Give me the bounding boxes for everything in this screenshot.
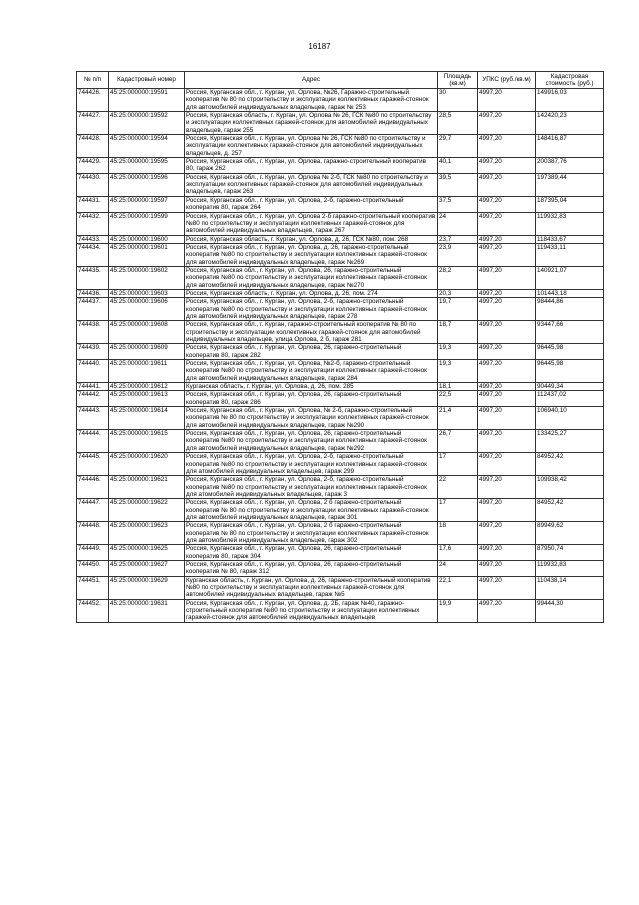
cell-area: 17 <box>438 453 478 476</box>
table-row <box>77 383 604 391</box>
cell-number: 744452. <box>77 599 109 622</box>
cell-upks: 4997,20 <box>478 576 536 599</box>
table-row <box>77 360 604 383</box>
cell-cadastral-number: 45:25:000000:19596 <box>109 173 185 196</box>
cell-upks: 4997,20 <box>478 112 536 135</box>
table-row <box>77 173 604 196</box>
cell-cadastral-cost: 142420,23 <box>536 112 604 135</box>
cell-area: 23,9 <box>438 243 478 266</box>
cell-cadastral-number: 45:25:000000:19600 <box>109 235 185 243</box>
cell-cadastral-number: 45:25:000000:19601 <box>109 243 185 266</box>
cell-area: 30 <box>438 89 478 112</box>
cell-number: 744436. <box>77 289 109 297</box>
cell-cadastral-number: 45:25:000000:19606 <box>109 298 185 321</box>
table-row <box>77 344 604 360</box>
cell-upks: 4997,20 <box>478 158 536 174</box>
cell-cadastral-cost: 149916,03 <box>536 89 604 112</box>
cell-address: Россия, Курганская обл., г. Курган, ул. Орлова, 2 б гаражно-строительный кооператив № 80 по строительству и эксплуатации коллективных гаражей-стоянок для автомобилей индивидуальных владельцев, гараж 301 <box>185 499 438 522</box>
table-row <box>77 321 604 344</box>
cell-address: Россия, Курганская обл., г. Курган, ул. Орлова, 2 б гаражно-строительный кооператив № 80 по строительству и эксплуатации коллективных гаражей-стоянок для автомобилей индивидуальных владельцев, гараж 302 <box>185 522 438 545</box>
table-row <box>77 476 604 499</box>
table-row <box>77 430 604 453</box>
cell-upks: 4997,20 <box>478 212 536 235</box>
cell-address: Россия, Курганская область, г. Курган, ул. Орлова № 26, ГСК №80 по строительству и эксплуатации коллективных гаражей-стоянок для автомобилей индивидуальных владельцев, гараж 255 <box>185 112 438 135</box>
table-row <box>77 560 604 576</box>
cell-area: 24 <box>438 212 478 235</box>
cell-address: Россия, Курганская обл., г. Курган, ул. Орлова, 26, гаражно-строительный кооператив 80, гараж 282 <box>185 344 438 360</box>
header-cadastral-cost: Кадастровая стоимость (руб.) <box>536 72 604 89</box>
cell-number: 744443. <box>77 407 109 430</box>
cell-area: 23,7 <box>438 235 478 243</box>
header-cadastral-number: Кадастровый номер <box>109 72 185 89</box>
cell-upks: 4997,20 <box>478 235 536 243</box>
table-body <box>77 89 604 623</box>
cell-number: 744439. <box>77 344 109 360</box>
cell-upks: 4997,20 <box>478 173 536 196</box>
cell-area: 17 <box>438 499 478 522</box>
cell-number: 744430. <box>77 173 109 196</box>
cell-number: 744434. <box>77 243 109 266</box>
header-area: Площадь (кв.м) <box>438 72 478 89</box>
table-row <box>77 522 604 545</box>
cell-address: Россия, Курганская обл., г. Курган, ул. Орлова, №2-б, гаражно-строительный кооператив №80 по строительству и эксплуатации коллективных гаражей-стоянок для автомобилей индивидуальных владельцев, гараж 284 <box>185 360 438 383</box>
table-row <box>77 158 604 174</box>
cell-area: 20,3 <box>438 289 478 297</box>
cell-number: 744442. <box>77 391 109 407</box>
cell-cadastral-cost: 197389,44 <box>536 173 604 196</box>
table-row <box>77 212 604 235</box>
cell-address: Россия, Курганская обл., г. Курган, ул. Орлова, д. 26, гаражно-строительный кооператив №80 по строительству и эксплуатации коллективных гаражей-стоянок для автомобилей индивидуальных владельцев, гараж №269 <box>185 243 438 266</box>
cell-cadastral-number: 45:25:000000:19620 <box>109 453 185 476</box>
table-row <box>77 235 604 243</box>
cell-number: 744432. <box>77 212 109 235</box>
cell-upks: 4997,20 <box>478 321 536 344</box>
cell-number: 744433. <box>77 235 109 243</box>
cell-upks: 4997,20 <box>478 499 536 522</box>
cell-cadastral-cost: 87950,74 <box>536 545 604 561</box>
cell-cadastral-number: 45:25:000000:19591 <box>109 89 185 112</box>
cell-upks: 4997,20 <box>478 289 536 297</box>
cell-cadastral-number: 45:25:000000:19629 <box>109 576 185 599</box>
cell-cadastral-cost: 90449,34 <box>536 383 604 391</box>
cell-cadastral-cost: 187395,04 <box>536 196 604 212</box>
cell-upks: 4997,20 <box>478 545 536 561</box>
cell-number: 744446. <box>77 476 109 499</box>
cell-area: 18,7 <box>438 321 478 344</box>
cell-address: Россия, Курганская обл., г. Курган, ул. Орлова, 2-б, гаражно-строительный кооператив №80 по строительству и эксплуатации коллективных гаражей-стоянок для атомобилей индивидуальных владельцев, гараж 299 <box>185 453 438 476</box>
table-row <box>77 243 604 266</box>
table-row <box>77 499 604 522</box>
cell-cadastral-cost: 119433,11 <box>536 243 604 266</box>
cell-number: 744448. <box>77 522 109 545</box>
cell-cadastral-number: 45:25:000000:19594 <box>109 135 185 158</box>
table-header-row <box>77 72 604 89</box>
cell-cadastral-number: 45:25:000000:19622 <box>109 499 185 522</box>
cell-area: 19,3 <box>438 360 478 383</box>
table-row <box>77 391 604 407</box>
cell-number: 744431. <box>77 196 109 212</box>
cell-upks: 4997,20 <box>478 476 536 499</box>
cell-cadastral-cost: 84952,42 <box>536 453 604 476</box>
table-row <box>77 407 604 430</box>
cell-cadastral-cost: 119932,83 <box>536 212 604 235</box>
cell-number: 744438. <box>77 321 109 344</box>
cell-area: 18,1 <box>438 383 478 391</box>
cell-cadastral-cost: 89949,62 <box>536 522 604 545</box>
cell-cadastral-number: 45:25:000000:19615 <box>109 430 185 453</box>
cell-address: Россия, Курганская обл., г. Курган, ул. Орлова 2-б гаражно-строительный кооператив №80 по строительству и эксплуатации коллективных гаражей-стоянок для автомобилей индивидуальных владельцев, гараж 267 <box>185 212 438 235</box>
cell-area: 19,7 <box>438 298 478 321</box>
cell-cadastral-number: 45:25:000000:19592 <box>109 112 185 135</box>
cell-address: Россия, Курганская обл., г. Курган, ул. Орлова, 26, гаражно-строительный кооператив №80 по строительству и эксплуатации коллективных гаражей-стоянок для автомобилей индивидуальных владельцев, гараж №292 <box>185 430 438 453</box>
cell-cadastral-number: 45:25:000000:19621 <box>109 476 185 499</box>
cell-upks: 4997,20 <box>478 599 536 622</box>
cell-cadastral-number: 45:25:000000:19603 <box>109 289 185 297</box>
table-row <box>77 135 604 158</box>
cell-upks: 4997,20 <box>478 453 536 476</box>
cell-upks: 4997,20 <box>478 266 536 289</box>
cell-cadastral-number: 45:25:000000:19597 <box>109 196 185 212</box>
cell-cadastral-cost: 133425,27 <box>536 430 604 453</box>
cell-cadastral-cost: 110438,14 <box>536 576 604 599</box>
cell-cadastral-number: 45:25:000000:19612 <box>109 383 185 391</box>
cell-area: 26,7 <box>438 430 478 453</box>
cadastral-table <box>76 71 604 623</box>
cell-cadastral-number: 45:25:000000:19613 <box>109 391 185 407</box>
cell-cadastral-number: 45:25:000000:19625 <box>109 545 185 561</box>
cell-number: 744444. <box>77 430 109 453</box>
cell-number: 744441. <box>77 383 109 391</box>
cell-address: Россия, Курганская область, г. Курган, ул. Орлова, д. 26, пом. 274 <box>185 289 438 297</box>
cell-area: 22 <box>438 476 478 499</box>
header-number: № п/п <box>77 72 109 89</box>
cell-cadastral-number: 45:25:000000:19608 <box>109 321 185 344</box>
cell-cadastral-cost: 119932,83 <box>536 560 604 576</box>
cell-address: Россия, Курганская обл., г. Курган, ул. Орлова, 26, гаражно-строительный кооператив 80, гараж 286 <box>185 391 438 407</box>
cell-address: Россия, Курганская обл., г. Курган, ул. Орлова, 2-б, гаражно-строительный кооператив №80 по строительству и эксплуатации коллективных гаражей-стоянок для автомобилей индивидуальных владельцев, гараж 278 <box>185 298 438 321</box>
cell-cadastral-number: 45:25:000000:19614 <box>109 407 185 430</box>
cell-cadastral-cost: 200387,76 <box>536 158 604 174</box>
cell-upks: 4997,20 <box>478 360 536 383</box>
cell-area: 22,1 <box>438 576 478 599</box>
cell-number: 744449. <box>77 545 109 561</box>
cell-number: 744429. <box>77 158 109 174</box>
cell-upks: 4997,20 <box>478 196 536 212</box>
cell-address: Россия, Курганская обл., г. Курган, ул. Орлова, д. 2Б, гараж №40, гаражно-строительный кооператив №80 по строительству и эксплуатации коллективных гаражей-стоянок для автомобилей индивидуальных владельцев <box>185 599 438 622</box>
cell-cadastral-number: 45:25:000000:19627 <box>109 560 185 576</box>
cell-cadastral-number: 45:25:000000:19611 <box>109 360 185 383</box>
cell-cadastral-number: 45:25:000000:19599 <box>109 212 185 235</box>
cell-number: 744427. <box>77 112 109 135</box>
cell-address: Россия, Курганская обл., г. Курган, ул. Орлова № 26, ГСК №80 по строительству и эксплуатации коллективных гаражей-стоянок для автомобилей индивидуальных владельцев, д. 257 <box>185 135 438 158</box>
cell-cadastral-cost: 96445,98 <box>536 344 604 360</box>
cell-area: 40,1 <box>438 158 478 174</box>
cell-cadastral-cost: 96445,98 <box>536 360 604 383</box>
cell-cadastral-number: 45:25:000000:19595 <box>109 158 185 174</box>
cell-upks: 4997,20 <box>478 89 536 112</box>
table-row <box>77 599 604 622</box>
header-upks: УПКС (руб./кв.м) <box>478 72 536 89</box>
table-row <box>77 545 604 561</box>
cell-address: Россия, Курганская обл., г. Курган, ул. Орлова, 26, гаражно-строительный кооператив 80, гараж 304 <box>185 545 438 561</box>
cell-upks: 4997,20 <box>478 135 536 158</box>
cell-address: Россия, Курганская обл., г. Курган, ул. Орлова, 2-б, гаражно-строительный кооператив 80, гараж 264 <box>185 196 438 212</box>
cell-number: 744450. <box>77 560 109 576</box>
table-row <box>77 576 604 599</box>
cell-upks: 4997,20 <box>478 522 536 545</box>
cell-cadastral-cost: 93447,66 <box>536 321 604 344</box>
table-row <box>77 453 604 476</box>
table-row <box>77 196 604 212</box>
cell-number: 744445. <box>77 453 109 476</box>
cell-area: 28,5 <box>438 112 478 135</box>
cell-cadastral-number: 45:25:000000:19623 <box>109 522 185 545</box>
cell-area: 37,5 <box>438 196 478 212</box>
table-row <box>77 89 604 112</box>
cell-number: 744451. <box>77 576 109 599</box>
cell-cadastral-number: 45:25:000000:19602 <box>109 266 185 289</box>
cell-area: 28,2 <box>438 266 478 289</box>
cell-cadastral-cost: 84952,42 <box>536 499 604 522</box>
cell-address: Россия, Курганская обл., г. Курган, гаражно-строительный кооператив № 80 по строительству и эксплуатации коллективных гаражей-стоянок для автомобилей индивидуальных владельцев, улица Орлова, 2 б, гараж 281 <box>185 321 438 344</box>
cell-cadastral-cost: 118433,67 <box>536 235 604 243</box>
cell-cadastral-cost: 112437,02 <box>536 391 604 407</box>
page-number: 16187 <box>308 42 331 51</box>
cell-upks: 4997,20 <box>478 560 536 576</box>
header-address: Адрес <box>185 72 438 89</box>
cell-number: 744435. <box>77 266 109 289</box>
table-row <box>77 266 604 289</box>
cell-area: 29,7 <box>438 135 478 158</box>
cell-cadastral-number: 45:25:000000:19631 <box>109 599 185 622</box>
cell-upks: 4997,20 <box>478 430 536 453</box>
cell-cadastral-cost: 106940,10 <box>536 407 604 430</box>
cell-upks: 4997,20 <box>478 243 536 266</box>
cell-address: Россия, Курганская обл., г. Курган, ул. Орлова № 2-б, ГСК №80 по строительству и эксплуатации коллективных гаражей-стоянок для автомобилей индивидуальных владельцев, гараж 263 <box>185 173 438 196</box>
cell-area: 21,4 <box>438 407 478 430</box>
cell-address: Россия, Курганская область, г. Курган, ул. Орлова, д. 26, ГСК №80, пом. 268 <box>185 235 438 243</box>
cell-address: Курганская область, г. Курган, ул. Орлова, д. 26, гаражно-строительный кооператив №80 по строительству и эксплуатации коллективных гаражей-стоянок для автомобилей индивидуальных владельцев, гараж №5 <box>185 576 438 599</box>
cell-address: Россия, Курганская обл., г. Курган, ул. Орлова, 26, гаражно-строительный кооператив №80 по строительству и эксплуатации коллективных гаражей-стоянок для автомобилей индивидуальных владельцев, гараж №270 <box>185 266 438 289</box>
cell-cadastral-cost: 140921,07 <box>536 266 604 289</box>
cell-address: Россия, Курганская обл., г. Курган, ул. Орлова, №26, Гаражно-строительный кооператив № 80 по строительству и эксплуатации коллективных гаражей-стоянок для автомобилей индивидуальных владельцев, гараж № 253 <box>185 89 438 112</box>
cell-address: Россия, Курганская обл., г. Курган, ул. Орлова, № 2-б, гаражно-строительный кооператив № 80 по строительству и эксплуатации коллективных гаражей-стоянок для автомобилей индивидуальных владельцев, гараж №290 <box>185 407 438 430</box>
cell-address: Россия, Курганская обл., г. Курган, ул. Орлова, 2-б, гаражно-строительный кооператив №80 по строительству и эксплуатации коллективных гаражей-стоянок для атомобилей индивидуальных владельцев, гараж 3 <box>185 476 438 499</box>
cell-area: 24 <box>438 560 478 576</box>
cell-area: 19,9 <box>438 599 478 622</box>
cell-number: 744437. <box>77 298 109 321</box>
cell-area: 18 <box>438 522 478 545</box>
cell-number: 744426. <box>77 89 109 112</box>
cell-number: 744440. <box>77 360 109 383</box>
cell-area: 19,3 <box>438 344 478 360</box>
table-row <box>77 289 604 297</box>
cell-cadastral-cost: 99444,30 <box>536 599 604 622</box>
cell-upks: 4997,20 <box>478 344 536 360</box>
cell-upks: 4997,20 <box>478 383 536 391</box>
cell-upks: 4997,20 <box>478 391 536 407</box>
cell-upks: 4997,20 <box>478 407 536 430</box>
cell-number: 744447. <box>77 499 109 522</box>
table-row <box>77 298 604 321</box>
cell-cadastral-cost: 148416,87 <box>536 135 604 158</box>
cell-address: Курганская область, г. Курган, ул. Орлова, д. 26, пом. 285 <box>185 383 438 391</box>
cell-cadastral-number: 45:25:000000:19609 <box>109 344 185 360</box>
cell-address: Россия, Курганская обл., г. Курган, ул. Орлова, 26, гаражно-строительный кооператив № 80, гараж 312 <box>185 560 438 576</box>
cell-cadastral-cost: 109938,42 <box>536 476 604 499</box>
cell-upks: 4997,20 <box>478 298 536 321</box>
cell-cadastral-cost: 101443,18 <box>536 289 604 297</box>
cell-area: 39,5 <box>438 173 478 196</box>
cell-area: 22,5 <box>438 391 478 407</box>
cell-number: 744428. <box>77 135 109 158</box>
cell-cadastral-cost: 98444,86 <box>536 298 604 321</box>
cell-address: Россия, Курганская обл., г. Курган, ул. Орлова, гаражно-строительный кооператив 80, гараж 262 <box>185 158 438 174</box>
table-row <box>77 112 604 135</box>
cell-area: 17,6 <box>438 545 478 561</box>
